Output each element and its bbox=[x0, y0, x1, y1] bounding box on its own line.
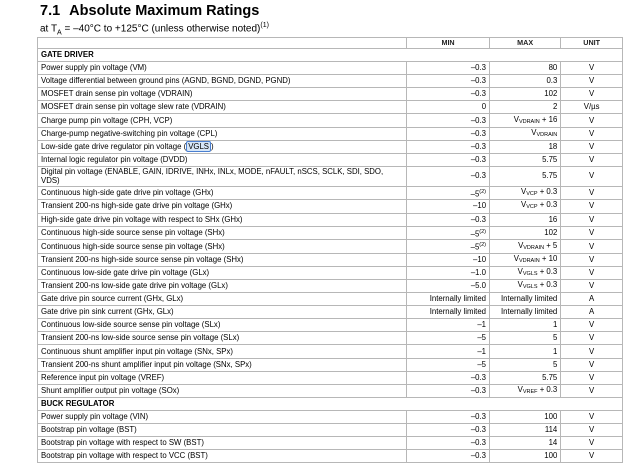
table-row bbox=[38, 62, 623, 75]
cell-unit: V bbox=[561, 200, 623, 213]
cell-unit: V bbox=[561, 240, 623, 254]
max-offset: + 16 bbox=[539, 114, 558, 124]
cell-min bbox=[407, 213, 490, 226]
max-value: 5 bbox=[552, 359, 558, 369]
max-symbol: V bbox=[517, 266, 523, 276]
cell-parameter bbox=[38, 358, 407, 371]
parameter-text: Voltage differential between ground pins (AGND, BGND, DGND, PGND) bbox=[41, 76, 291, 86]
cell-min bbox=[407, 384, 490, 397]
max-value: 100 bbox=[544, 411, 558, 421]
section-label: GATE DRIVER bbox=[38, 49, 623, 62]
conditions-text-end: = –40°C to +125°C (unless otherwise noted) bbox=[61, 23, 261, 35]
cell-max bbox=[490, 266, 561, 279]
max-offset: + 5 bbox=[544, 240, 558, 250]
min-value: –5 bbox=[470, 242, 480, 252]
cell-min bbox=[407, 62, 490, 75]
table-row bbox=[38, 114, 623, 127]
table-row bbox=[38, 266, 623, 279]
cell-min bbox=[407, 75, 490, 88]
cell-unit: V bbox=[561, 127, 623, 140]
cell-max bbox=[490, 371, 561, 384]
cell-min bbox=[407, 253, 490, 266]
cell-parameter bbox=[38, 186, 407, 200]
cell-unit: V bbox=[561, 424, 623, 437]
max-offset: + 10 bbox=[539, 253, 558, 263]
parameter-text: MOSFET drain sense pin voltage (VDRAIN) bbox=[41, 89, 193, 99]
table-row bbox=[38, 358, 623, 371]
cell-unit: V bbox=[561, 358, 623, 371]
cell-min bbox=[407, 153, 490, 166]
cell-max bbox=[490, 166, 561, 186]
cell-min bbox=[407, 424, 490, 437]
max-value: 5.75 bbox=[542, 154, 558, 164]
max-symbol: V bbox=[517, 280, 523, 290]
cell-parameter bbox=[38, 293, 407, 306]
table-row bbox=[38, 153, 623, 166]
parameter-text: Transient 200-ns low-side gate drive pin voltage (GLx) bbox=[41, 281, 228, 291]
highlighted-text: VGLS bbox=[188, 141, 210, 151]
cell-parameter bbox=[38, 424, 407, 437]
cell-unit: A bbox=[561, 293, 623, 306]
table-header-row bbox=[38, 38, 623, 49]
cell-max bbox=[490, 140, 561, 153]
min-value: –1 bbox=[477, 320, 487, 330]
min-value: –0.3 bbox=[470, 89, 487, 99]
max-symbol: V bbox=[517, 384, 523, 394]
parameter-text: Power supply pin voltage (VIN) bbox=[41, 411, 149, 421]
cell-parameter bbox=[38, 384, 407, 397]
footnote-ref: (1) bbox=[260, 22, 269, 29]
table-row bbox=[38, 213, 623, 226]
cell-unit: V bbox=[561, 319, 623, 332]
header-min: MIN bbox=[407, 38, 490, 49]
parameter-text: Bootstrap pin voltage (BST) bbox=[41, 425, 137, 435]
cell-max bbox=[490, 319, 561, 332]
max-value: 1 bbox=[552, 320, 558, 330]
cell-unit: V bbox=[561, 266, 623, 279]
cell-min bbox=[407, 410, 490, 423]
min-value: –0.3 bbox=[470, 171, 487, 181]
max-subscript: VDRAIN bbox=[523, 244, 545, 251]
cell-min bbox=[407, 140, 490, 153]
max-value: 102 bbox=[544, 227, 558, 237]
parameter-text: Continuous shunt amplifier input pin voltage (SNx, SPx) bbox=[41, 346, 233, 356]
max-value: 100 bbox=[544, 451, 558, 461]
min-value: –0.3 bbox=[470, 385, 487, 395]
table-row bbox=[38, 101, 623, 114]
parameter-text: Transient 200-ns low-side source sense pin voltage (SLx) bbox=[41, 333, 240, 343]
max-offset: + 0.3 bbox=[537, 200, 558, 210]
cell-unit: V bbox=[561, 186, 623, 200]
cell-parameter bbox=[38, 153, 407, 166]
section-heading bbox=[40, 3, 259, 19]
max-value: Internally limited bbox=[500, 294, 558, 304]
max-value: 5.75 bbox=[542, 171, 558, 181]
cell-unit: V bbox=[561, 371, 623, 384]
cell-parameter bbox=[38, 332, 407, 345]
cell-parameter bbox=[38, 200, 407, 213]
max-symbol: V bbox=[521, 187, 527, 197]
cell-max bbox=[490, 200, 561, 213]
min-footnote: (2) bbox=[479, 188, 487, 195]
parameter-text: Low-side gate drive regulator pin voltage ( bbox=[41, 141, 187, 151]
table-row bbox=[38, 332, 623, 345]
cell-unit: V bbox=[561, 75, 623, 88]
cell-parameter bbox=[38, 226, 407, 240]
conditions-subscript: A bbox=[57, 29, 62, 37]
cell-unit: V/µs bbox=[561, 101, 623, 114]
conditions-note bbox=[40, 22, 269, 36]
cell-min bbox=[407, 186, 490, 200]
table-row bbox=[38, 240, 623, 254]
parameter-text: Shunt amplifier output pin voltage (SOx) bbox=[41, 385, 180, 395]
cell-min bbox=[407, 345, 490, 358]
cell-min bbox=[407, 293, 490, 306]
section-row-buck-regulator bbox=[38, 397, 623, 410]
max-offset: + 0.3 bbox=[537, 266, 558, 276]
max-subscript: VCP bbox=[526, 204, 538, 211]
cell-unit: A bbox=[561, 306, 623, 319]
cell-max bbox=[490, 213, 561, 226]
cell-min bbox=[407, 200, 490, 213]
table-row bbox=[38, 253, 623, 266]
cell-unit: V bbox=[561, 450, 623, 463]
cell-parameter bbox=[38, 166, 407, 186]
parameter-text: Gate drive pin source current (GHx, GLx) bbox=[41, 294, 184, 304]
header-parameter bbox=[38, 38, 407, 49]
cell-unit: V bbox=[561, 166, 623, 186]
cell-parameter bbox=[38, 88, 407, 101]
cell-parameter bbox=[38, 319, 407, 332]
max-value: 1 bbox=[552, 346, 558, 356]
min-value: –1 bbox=[477, 346, 487, 356]
parameter-text: Continuous high-side gate drive pin voltage (GHx) bbox=[41, 188, 214, 198]
max-symbol: V bbox=[513, 253, 519, 263]
section-row-gate-driver bbox=[38, 49, 623, 62]
min-footnote: (2) bbox=[479, 228, 487, 235]
table-row bbox=[38, 280, 623, 293]
max-subscript: VREF bbox=[522, 388, 538, 395]
cell-parameter bbox=[38, 280, 407, 293]
table-row bbox=[38, 345, 623, 358]
parameter-text: Reference input pin voltage (VREF) bbox=[41, 372, 165, 382]
cell-min bbox=[407, 280, 490, 293]
parameter-text: Bootstrap pin voltage with respect to SW (BST) bbox=[41, 438, 204, 448]
cell-parameter bbox=[38, 450, 407, 463]
max-value: 18 bbox=[548, 141, 558, 151]
cell-max bbox=[490, 450, 561, 463]
cell-parameter bbox=[38, 62, 407, 75]
table-row bbox=[38, 319, 623, 332]
table-row bbox=[38, 75, 623, 88]
cell-max bbox=[490, 153, 561, 166]
parameter-text: Continuous low-side source sense pin voltage (SLx) bbox=[41, 320, 221, 330]
cell-max bbox=[490, 240, 561, 254]
cell-unit: V bbox=[561, 437, 623, 450]
cell-min bbox=[407, 437, 490, 450]
cell-max bbox=[490, 114, 561, 127]
max-value: 80 bbox=[548, 63, 558, 73]
cell-parameter bbox=[38, 253, 407, 266]
cell-unit: V bbox=[561, 280, 623, 293]
parameter-text: MOSFET drain sense pin voltage slew rate (VDRAIN) bbox=[41, 102, 226, 112]
max-symbol: V bbox=[513, 114, 519, 124]
header-max: MAX bbox=[490, 38, 561, 49]
cell-min bbox=[407, 88, 490, 101]
max-symbol: V bbox=[518, 240, 524, 250]
parameter-text: ) bbox=[211, 141, 214, 151]
max-value: 102 bbox=[544, 89, 558, 99]
max-value: 5.75 bbox=[542, 372, 558, 382]
max-subscript: VDRAIN bbox=[518, 257, 540, 264]
table-row bbox=[38, 293, 623, 306]
max-symbol: V bbox=[521, 200, 527, 210]
cell-max bbox=[490, 437, 561, 450]
cell-parameter bbox=[38, 240, 407, 254]
parameter-text: Gate drive pin sink current (GHx, GLx) bbox=[41, 307, 174, 317]
max-value: 5 bbox=[552, 333, 558, 343]
cell-max bbox=[490, 88, 561, 101]
cell-min bbox=[407, 114, 490, 127]
cell-min bbox=[407, 166, 490, 186]
min-value: –0.3 bbox=[470, 438, 487, 448]
min-value: –0.3 bbox=[470, 154, 487, 164]
table-row bbox=[38, 200, 623, 213]
min-value: Internally limited bbox=[429, 307, 487, 317]
parameter-text: Transient 200-ns high-side gate drive pin voltage (GHx) bbox=[41, 201, 233, 211]
cell-unit: V bbox=[561, 62, 623, 75]
cell-parameter bbox=[38, 266, 407, 279]
min-value: –5 bbox=[477, 333, 487, 343]
section-number: 7.1 bbox=[40, 3, 61, 19]
cell-parameter bbox=[38, 345, 407, 358]
conditions-text-start: at T bbox=[40, 23, 58, 35]
section-label: BUCK REGULATOR bbox=[38, 397, 623, 410]
table-row bbox=[38, 186, 623, 200]
cell-min bbox=[407, 450, 490, 463]
cell-parameter bbox=[38, 371, 407, 384]
table-row bbox=[38, 424, 623, 437]
max-value: 14 bbox=[548, 438, 558, 448]
min-value: –0.3 bbox=[470, 141, 487, 151]
max-offset: + 0.3 bbox=[537, 280, 558, 290]
max-offset: + 0.3 bbox=[537, 187, 558, 197]
table-row bbox=[38, 140, 623, 153]
min-value: –0.3 bbox=[470, 128, 487, 138]
max-value: 2 bbox=[552, 102, 558, 112]
cell-parameter bbox=[38, 140, 407, 153]
cell-max bbox=[490, 253, 561, 266]
min-value: –5 bbox=[477, 359, 487, 369]
cell-unit: V bbox=[561, 140, 623, 153]
max-subscript: VDRAIN bbox=[518, 118, 540, 125]
cell-min bbox=[407, 240, 490, 254]
max-subscript: VCP bbox=[526, 191, 538, 198]
cell-max bbox=[490, 332, 561, 345]
min-value: –0.3 bbox=[470, 76, 487, 86]
max-symbol: V bbox=[531, 127, 537, 137]
cell-min bbox=[407, 319, 490, 332]
min-value: –5.0 bbox=[470, 281, 487, 291]
ratings-table bbox=[37, 37, 623, 463]
min-footnote: (2) bbox=[479, 242, 487, 249]
parameter-text: Internal logic regulator pin voltage (DVDD) bbox=[41, 154, 188, 164]
cell-min bbox=[407, 101, 490, 114]
cell-unit: V bbox=[561, 153, 623, 166]
cell-min bbox=[407, 266, 490, 279]
cell-max bbox=[490, 358, 561, 371]
table-row bbox=[38, 437, 623, 450]
table-row bbox=[38, 410, 623, 423]
cell-max bbox=[490, 186, 561, 200]
parameter-text: Continuous low-side gate drive pin voltage (GLx) bbox=[41, 267, 210, 277]
cell-parameter bbox=[38, 410, 407, 423]
max-subscript: VGLS bbox=[522, 284, 538, 291]
cell-min bbox=[407, 371, 490, 384]
table-row bbox=[38, 306, 623, 319]
cell-unit: V bbox=[561, 226, 623, 240]
parameter-text: Power supply pin voltage (VM) bbox=[41, 63, 147, 73]
cell-unit: V bbox=[561, 213, 623, 226]
max-subscript: VGLS bbox=[522, 270, 538, 277]
table-row bbox=[38, 88, 623, 101]
cell-max bbox=[490, 101, 561, 114]
cell-unit: V bbox=[561, 332, 623, 345]
cell-parameter bbox=[38, 75, 407, 88]
table-row bbox=[38, 384, 623, 397]
cell-max bbox=[490, 384, 561, 397]
cell-min bbox=[407, 226, 490, 240]
cell-unit: V bbox=[561, 114, 623, 127]
cell-max bbox=[490, 127, 561, 140]
parameter-text: Digital pin voltage (ENABLE, GAIN, IDRIVE, INHx, INLx, MODE, nFAULT, nSCS, SCLK, SDI, SDO, VDS) bbox=[41, 167, 384, 186]
cell-unit: V bbox=[561, 384, 623, 397]
cell-min bbox=[407, 332, 490, 345]
min-value: –1.0 bbox=[470, 267, 487, 277]
max-subscript: VDRAIN bbox=[536, 131, 558, 138]
cell-max bbox=[490, 293, 561, 306]
cell-max bbox=[490, 345, 561, 358]
min-value: –10 bbox=[473, 201, 487, 211]
parameter-text: Continuous high-side source sense pin voltage (SHx) bbox=[41, 227, 225, 237]
min-value: –10 bbox=[473, 254, 487, 264]
cell-unit: V bbox=[561, 345, 623, 358]
cell-parameter bbox=[38, 101, 407, 114]
parameter-text: Charge pump pin voltage (CPH, VCP) bbox=[41, 115, 173, 125]
min-value: –0.3 bbox=[470, 214, 487, 224]
min-value: –5 bbox=[470, 229, 480, 239]
cell-parameter bbox=[38, 306, 407, 319]
cell-parameter bbox=[38, 437, 407, 450]
parameter-text: High-side gate drive pin voltage with respect to SHx (GHx) bbox=[41, 214, 243, 224]
header-unit: UNIT bbox=[561, 38, 623, 49]
cell-parameter bbox=[38, 213, 407, 226]
parameter-text: Bootstrap pin voltage with respect to VCC (BST) bbox=[41, 451, 208, 461]
min-value: –0.3 bbox=[470, 425, 487, 435]
cell-unit: V bbox=[561, 410, 623, 423]
min-value: –0.3 bbox=[470, 115, 487, 125]
cell-max bbox=[490, 62, 561, 75]
cell-max bbox=[490, 226, 561, 240]
min-value: –0.3 bbox=[470, 411, 487, 421]
cell-min bbox=[407, 358, 490, 371]
max-value: 114 bbox=[544, 425, 558, 435]
max-offset: + 0.3 bbox=[537, 384, 558, 394]
parameter-text: Transient 200-ns high-side source sense pin voltage (SHx) bbox=[41, 254, 244, 264]
cell-min bbox=[407, 127, 490, 140]
cell-max bbox=[490, 280, 561, 293]
parameter-text: Charge-pump negative-switching pin voltage (CPL) bbox=[41, 128, 218, 138]
cell-unit: V bbox=[561, 88, 623, 101]
cell-max bbox=[490, 424, 561, 437]
min-value: Internally limited bbox=[429, 294, 487, 304]
min-value: 0 bbox=[481, 102, 487, 112]
min-value: –5 bbox=[470, 189, 480, 199]
table-row bbox=[38, 371, 623, 384]
table-row bbox=[38, 166, 623, 186]
section-title: Absolute Maximum Ratings bbox=[69, 3, 260, 19]
min-value: –0.3 bbox=[470, 451, 487, 461]
max-value: 16 bbox=[548, 214, 558, 224]
table-row bbox=[38, 127, 623, 140]
cell-max bbox=[490, 75, 561, 88]
parameter-text: Transient 200-ns shunt amplifier input pin voltage (SNx, SPx) bbox=[41, 359, 252, 369]
cell-min bbox=[407, 306, 490, 319]
min-value: –0.3 bbox=[470, 372, 487, 382]
cell-parameter bbox=[38, 114, 407, 127]
min-value: –0.3 bbox=[470, 63, 487, 73]
table-row bbox=[38, 226, 623, 240]
max-value: 0.3 bbox=[546, 76, 558, 86]
cell-max bbox=[490, 410, 561, 423]
table-row bbox=[38, 450, 623, 463]
cell-max bbox=[490, 306, 561, 319]
table-body bbox=[38, 49, 623, 463]
cell-unit: V bbox=[561, 253, 623, 266]
max-value: Internally limited bbox=[500, 307, 558, 317]
parameter-text: Continuous high-side source sense pin voltage (SHx) bbox=[41, 241, 225, 251]
cell-parameter bbox=[38, 127, 407, 140]
